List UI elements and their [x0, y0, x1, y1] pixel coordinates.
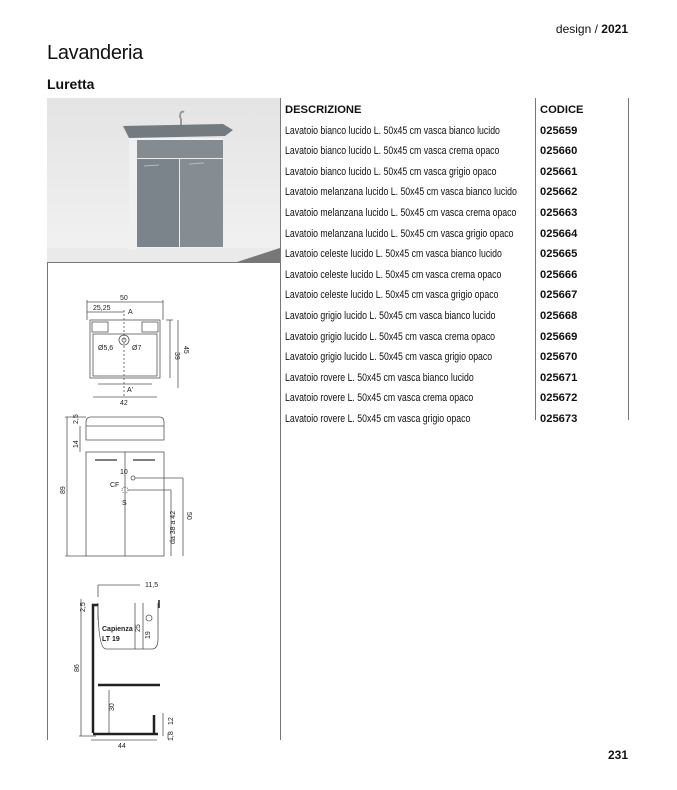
capacity-value: LT 19	[102, 636, 120, 643]
table-row	[285, 265, 630, 286]
table-row	[285, 347, 630, 368]
table-row	[285, 224, 630, 245]
dim-label: 39	[173, 352, 180, 360]
dim-label: 2,5	[80, 602, 87, 612]
dim-label: 30	[109, 703, 116, 711]
row-code: 025667	[540, 289, 578, 302]
dim-label: 44	[118, 743, 126, 750]
table-header	[285, 100, 630, 121]
row-code: 025663	[540, 206, 578, 219]
capacity-label: Capienza	[102, 626, 133, 633]
dim-label: Ø5,6	[98, 345, 114, 352]
row-description: Lavatoio rovere L. 50x45 cm vasca crema opaco	[285, 392, 474, 405]
row-code: 025662	[540, 186, 578, 199]
table-row	[285, 409, 630, 430]
dim-label: 2,5	[73, 414, 80, 424]
row-code: 025666	[540, 268, 578, 281]
dim-label: 25	[135, 624, 142, 632]
divider	[280, 98, 281, 740]
divider	[47, 262, 280, 263]
brand-year: design / 2021	[555, 22, 628, 36]
table-row	[285, 141, 630, 162]
row-description: Lavatoio melanzana lucido L. 50x45 cm vasca crema opaco	[285, 206, 517, 219]
table-row	[285, 162, 630, 183]
row-description: Lavatoio celeste lucido L. 50x45 cm vasca crema opaco	[285, 268, 502, 281]
row-description: Lavatoio grigio lucido L. 50x45 cm vasca bianco lucido	[285, 309, 496, 322]
dim-label: 12	[168, 717, 175, 725]
header-description: DESCRIZIONE	[285, 104, 362, 116]
dim-label: 86	[74, 664, 81, 672]
row-code: 025673	[540, 412, 578, 425]
row-code: 025672	[540, 392, 578, 405]
dim-label: 42	[120, 400, 128, 407]
row-description: Lavatoio celeste lucido L. 50x45 cm vasca bianco lucido	[285, 248, 502, 261]
dim-label: da 38 a 42	[170, 510, 177, 544]
dim-label: A'	[127, 387, 134, 394]
dim-label: 19	[145, 631, 152, 639]
product-name: Luretta	[47, 76, 95, 92]
page-number: 231	[607, 748, 628, 762]
dim-label: 1,8	[168, 731, 175, 741]
table-row	[285, 203, 630, 224]
product-table	[285, 100, 630, 430]
table-row	[285, 388, 630, 409]
table-row	[285, 285, 630, 306]
row-description: Lavatoio bianco lucido L. 50x45 cm vasca crema opaco	[285, 145, 500, 158]
row-description: Lavatoio celeste lucido L. 50x45 cm vasca grigio opaco	[285, 289, 499, 302]
dim-label: A	[128, 309, 133, 316]
dim-label: 25,25	[93, 305, 111, 312]
row-code: 025665	[540, 248, 578, 261]
dim-label: Ø7	[132, 345, 142, 352]
header-code: CODICE	[540, 104, 584, 116]
table-row	[285, 368, 630, 389]
table-row	[285, 327, 630, 348]
row-description: Lavatoio rovere L. 50x45 cm vasca grigio opaco	[285, 412, 471, 425]
dim-label: 11,5	[145, 582, 159, 589]
row-code: 025671	[540, 371, 578, 384]
row-code: 025660	[540, 145, 578, 158]
side-view-drawing	[60, 575, 190, 750]
row-description: Lavatoio rovere L. 50x45 cm vasca bianco lucido	[285, 371, 474, 384]
row-code: 025659	[540, 124, 578, 137]
row-code: 025664	[540, 227, 578, 240]
dim-label: 89	[60, 486, 67, 494]
product-photo	[47, 98, 280, 262]
dim-label: S	[122, 500, 127, 507]
dim-label: CF	[110, 482, 120, 489]
row-description: Lavatoio bianco lucido L. 50x45 cm vasca grigio opaco	[285, 165, 497, 178]
dim-label: 50	[120, 295, 128, 302]
row-description: Lavatoio melanzana lucido L. 50x45 cm vasca bianco lucido	[285, 186, 517, 199]
page-title: Lavanderia	[47, 42, 143, 64]
table-row	[285, 244, 630, 265]
row-code: 025670	[540, 351, 578, 364]
dim-label: 10	[120, 469, 128, 476]
dim-label: 50	[185, 512, 192, 520]
row-description: Lavatoio melanzana lucido L. 50x45 cm vasca grigio opaco	[285, 227, 514, 240]
table-row	[285, 182, 630, 203]
row-description: Lavatoio bianco lucido L. 50x45 cm vasca bianco lucido	[285, 124, 500, 137]
dim-label: 14	[73, 440, 80, 448]
row-description: Lavatoio grigio lucido L. 50x45 cm vasca crema opaco	[285, 330, 496, 343]
row-description: Lavatoio grigio lucido L. 50x45 cm vasca grigio opaco	[285, 351, 493, 364]
row-code: 025669	[540, 330, 578, 343]
front-view-drawing	[55, 410, 200, 570]
table-row	[285, 121, 630, 142]
row-code: 025661	[540, 165, 578, 178]
row-code: 025668	[540, 309, 578, 322]
top-view-drawing	[60, 292, 200, 407]
dim-label: 45	[182, 346, 189, 354]
table-row	[285, 306, 630, 327]
divider	[47, 262, 48, 740]
